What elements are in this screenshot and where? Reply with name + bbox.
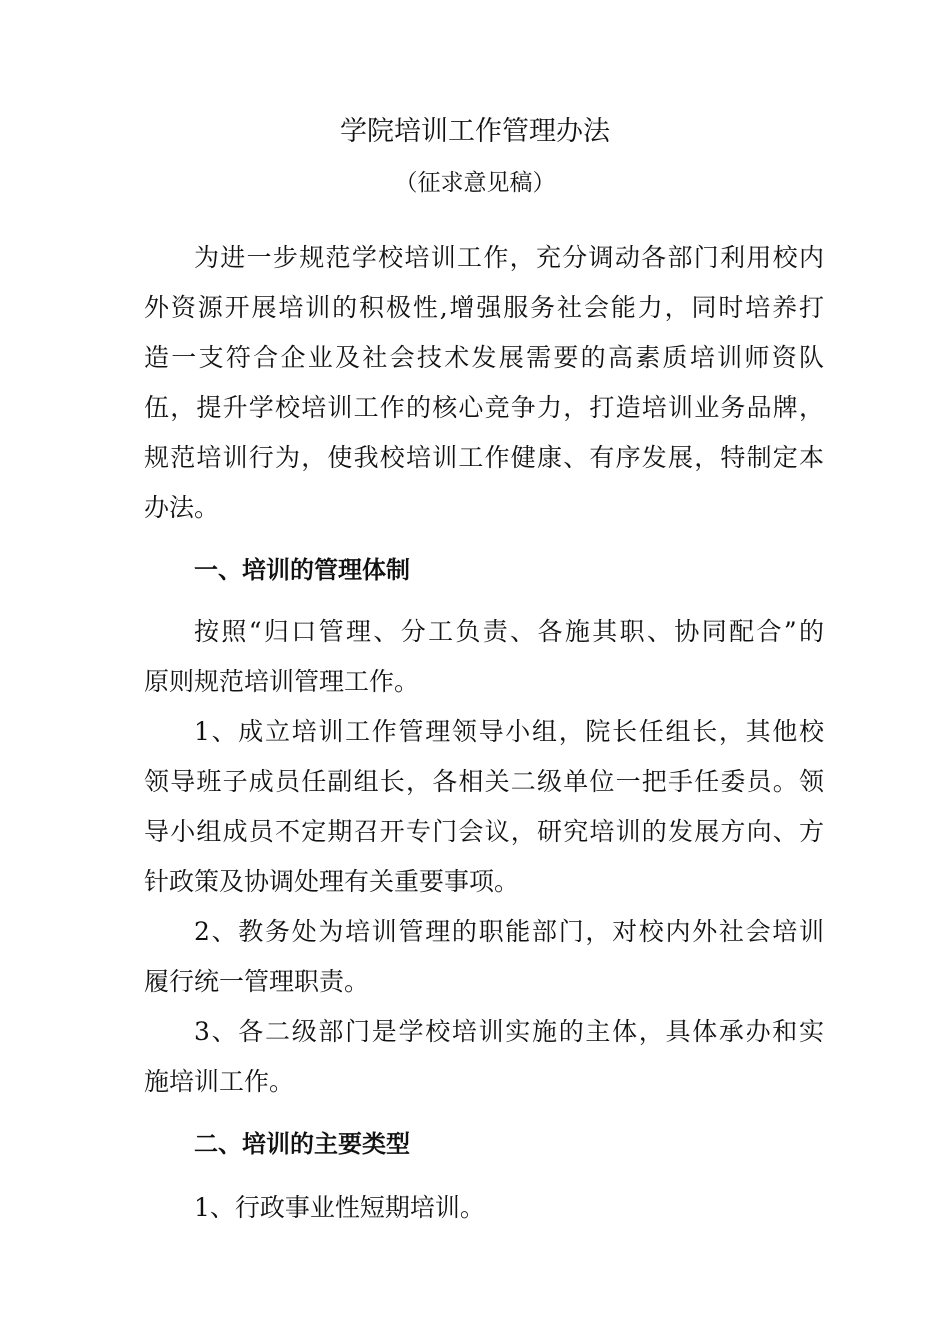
intro-line: 造一支符合企业及社会技术发展需要的高素质培训师资队 (144, 343, 824, 372)
item1-line: 领导班子成员任副组长，各相关二级单位一把手任委员。领 (144, 767, 824, 796)
intro-line: 外资源开展培训的积极性,增强服务社会能力，同时培养打 (144, 293, 824, 322)
item2-line: 2、教务处为培训管理的职能部门，对校内外社会培训 (194, 917, 824, 946)
item1-line: 针政策及协调处理有关重要事项。 (144, 867, 520, 896)
item1-line: 导小组成员不定期召开专门会议，研究培训的发展方向、方 (144, 817, 824, 846)
section-heading: 二、培训的主要类型 (194, 1130, 410, 1158)
section-heading: 一、培训的管理体制 (194, 556, 410, 584)
document-subtitle: （征求意见稿） (394, 170, 556, 196)
intro-line: 规范培训行为，使我校培训工作健康、有序发展，特制定本 (144, 443, 824, 472)
item1-line: 1、成立培训工作管理领导小组，院长任组长，其他校 (194, 717, 824, 746)
item2-line: 履行统一管理职责。 (144, 967, 370, 996)
item3-line: 3、各二级部门是学校培训实施的主体，具体承办和实 (194, 1017, 824, 1046)
section2-item: 1、行政事业性短期培训。 (194, 1193, 485, 1222)
intro-line: 办法。 (144, 493, 220, 522)
principle-line: 原则规范培训管理工作。 (144, 667, 420, 696)
item3-line: 施培训工作。 (144, 1067, 295, 1096)
principle-line: 按照“归口管理、分工负责、各施其职、协同配合”的 (194, 617, 824, 646)
document-title: 学院培训工作管理办法 (340, 116, 610, 147)
intro-line: 伍，提升学校培训工作的核心竞争力，打造培训业务品牌， (144, 393, 824, 422)
intro-line: 为进一步规范学校培训工作，充分调动各部门利用校内 (194, 243, 824, 272)
